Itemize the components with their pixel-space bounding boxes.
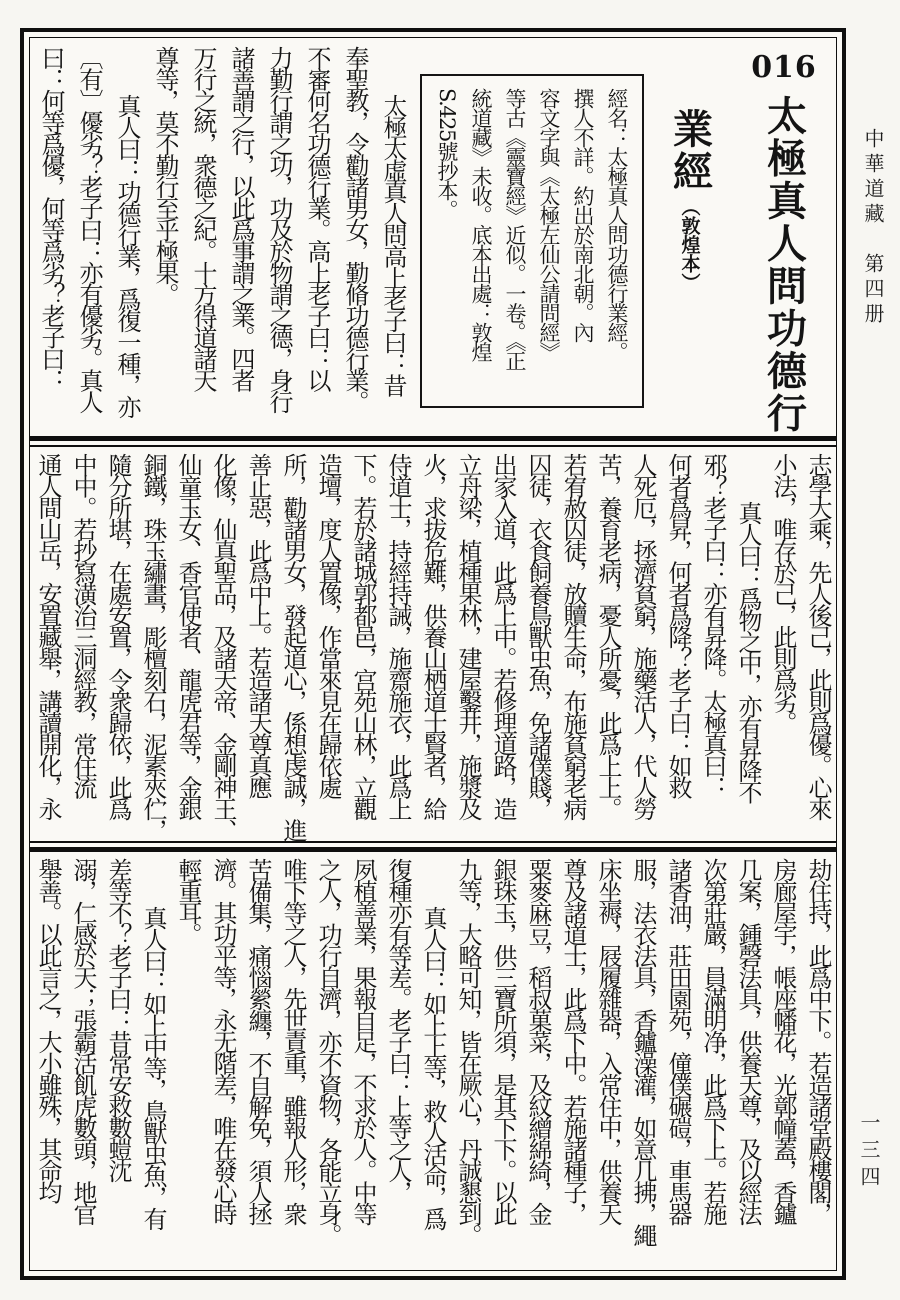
title-line2-text: 業經 [666, 108, 714, 193]
text-column: 苦備集，痛惱縈纏，不自解免，須人拯 [244, 858, 272, 1224]
scripture-title-line1: 太極真人問功德行 [760, 95, 808, 435]
text-column: 化像，仙真聖品，及諸天帝、金剛神王、 [209, 453, 237, 840]
text-column: 銅鐵，珠玉繡畫，彫檀刻石，泥素夾伫， [139, 453, 167, 840]
text-column: 隨分所堪，在處安置，令衆歸依，此爲 [104, 453, 132, 819]
text-column: 苦，養育老病，憂人所憂，此爲上上。 [594, 453, 622, 819]
colophon-column: 統道藏》未收。底本出處：敦煌 [469, 88, 493, 361]
colophon-column: S.425號抄本。 [435, 88, 459, 219]
section-middle [30, 447, 836, 841]
text-column: 差等不？老子曰：昔常安救數螘沈 [104, 858, 132, 1181]
band-separator-1 [30, 436, 836, 447]
text-column: 立舟梁，植種果林，建屋鑿井，施漿及 [454, 453, 482, 819]
text-column: 銀珠玉，供三寶所須，是其下下。以此 [489, 858, 517, 1224]
text-column: 小法，唯存於己，此則爲劣。 [769, 453, 797, 733]
text-column: 志學大乘，先人後己，此則爲優。心來 [804, 453, 832, 819]
colophon-column: 經名：太極真人問功德行業經。 [605, 88, 629, 361]
serial-number: 016 [751, 50, 817, 85]
text-column: 人死厄，拯濟貧窮，施藥活人，代人勞 [629, 453, 657, 819]
text-column: 九等，大略可知，皆在厥心，丹誠懇到。 [454, 858, 482, 1245]
text-column: 若宥赦囚徒，放贖生命，布施貧窮老病 [559, 453, 587, 819]
text-column: 仙童玉女、香官使者、龍虎君等，金銀 [174, 453, 202, 819]
text-column: 真人曰：如上中等，鳥獸虫魚，有 [139, 906, 167, 1229]
text-column: 曰：何等爲優，何等爲劣？老子曰： [37, 46, 65, 390]
section-bottom [30, 852, 836, 1300]
title-area [644, 46, 834, 435]
text-column: 侍道士，持經持誡，施齋施衣，此爲上 [384, 453, 412, 819]
section-top [30, 38, 836, 436]
text-column: 真人曰：爲物之中，亦有昇降不 [734, 501, 762, 802]
colophon-column: 撰人不詳。約出於南北朝。內 [571, 88, 595, 342]
edition-note: （敦煌本） [678, 197, 701, 292]
scripture-title-line2 [662, 108, 719, 432]
text-column: 真人曰：如上上等，救人活命，爲 [419, 906, 447, 1229]
text-column: 次第莊嚴，員滿明净，此爲下上。若施 [699, 858, 727, 1224]
text-column: 几案，鍾磬法具，供養天尊，及以經法 [734, 858, 762, 1224]
text-column: 復種亦有等差。老子曰：上等之人， [384, 858, 412, 1202]
text-column: 真人曰：功德行業，爲復一種，亦 [113, 94, 141, 417]
title-column-1 [734, 46, 834, 435]
text-column: 諸香油，莊田園苑，僮僕碾磑，車馬器 [664, 858, 692, 1224]
opening-text-columns [32, 46, 412, 432]
colophon-column: 容文字與《太極左仙公請問經》 [537, 88, 561, 361]
text-column: 造壇，度人置像，作當來見在歸依處 [314, 453, 342, 797]
colophon-column: 等古《靈寶經》近似。一卷。《正 [503, 88, 527, 370]
text-column: 唯下等之人，先世責重，雖報人形，衆 [279, 858, 307, 1224]
text-column: 舉善。以此言之，大小雖殊，其命均 [34, 858, 62, 1202]
text-column: 力勤行謂之功，功及於物謂之德，身行 [265, 46, 293, 412]
text-column: 不審何名功德行業。高上老子曰：以 [303, 46, 331, 390]
text-column: 下。若於諸城郭都邑，宫苑山林，立觀 [349, 453, 377, 819]
text-column: 所，勸諸男女，發起道心，係想虔誠，進 [279, 453, 307, 840]
text-column: 何者爲昇，何者爲降？老子曰：如救 [664, 453, 692, 797]
text-column: 尊及諸道士，此爲下中。若施諸種子， [559, 858, 587, 1224]
colophon-box [420, 74, 644, 408]
middle-text-columns [30, 447, 835, 841]
text-column: 夙植善業，果報自足，不求於人。中等 [349, 858, 377, 1224]
text-column: 善止惡，此爲中上。若造諸天尊真應 [244, 453, 272, 797]
colophon-columns [430, 88, 634, 394]
text-column: 通人間山岳，安置藏舉，講讀開化，永 [34, 453, 62, 819]
text-column: 中中。若抄寫潢治三洞經教，常住流 [69, 453, 97, 797]
text-column: 火，求拔危難，供養山栖道士賢者，給 [419, 453, 447, 819]
text-column: 邪？老子曰：亦有昇降。太極真曰： [699, 453, 727, 797]
text-column: 濟。其功平等，永无階差，唯在發心時 [209, 858, 237, 1224]
text-column: 溺，仁感於天；張霸活飢虎數頭，地官 [69, 858, 97, 1224]
text-column: 服，法衣法具，香鑪澡灌，如意几拂，繩 [629, 858, 657, 1245]
text-column: 尊等，莫不勤行至乎極果。 [151, 46, 179, 304]
page-frame-inner [29, 37, 837, 1271]
text-column: 劫住持，此爲中下。若造諸堂殿樓閣， [804, 858, 832, 1224]
text-column: 太極太虛真人問高上老子曰：昔 [379, 94, 407, 395]
folio-page-number: 一三四 [857, 1112, 881, 1193]
band-separator-2 [30, 841, 836, 852]
text-column: 万行之統，衆德之紀。十方得道諸天 [189, 46, 217, 390]
text-column: 〔有〕優劣？老子曰：亦有優劣。真人 [75, 46, 103, 412]
text-column: 奉聖教，令勸諸男女，勤脩功德行業。 [341, 46, 369, 412]
page-frame [20, 28, 846, 1280]
text-column: 房廊屋宇，帳座幡花，光鄣幢蓋，香鑪 [769, 858, 797, 1224]
text-column: 床坐褥，屐履雜器，入常住中，供養天 [594, 858, 622, 1224]
text-column: 諸善謂之行，以此爲事謂之業。四者 [227, 46, 255, 390]
bottom-text-columns [30, 852, 835, 1300]
opening-text [32, 46, 420, 432]
text-column: 出家入道，此爲上中。若修理道路，造 [489, 453, 517, 819]
volume-label: 中華道藏 第四册 [861, 128, 885, 328]
text-column: 囚徒，衣食飼養鳥獸虫魚，免諸僕賤， [524, 453, 552, 819]
title-column-2 [646, 46, 734, 432]
text-column: 之人，功行自濟，亦不資物，各能立身。 [314, 858, 342, 1245]
text-column: 輕重耳。 [174, 858, 202, 944]
text-column: 粟麥麻豆，稻叔菓菜，及紋繒綿綺，金 [524, 858, 552, 1224]
